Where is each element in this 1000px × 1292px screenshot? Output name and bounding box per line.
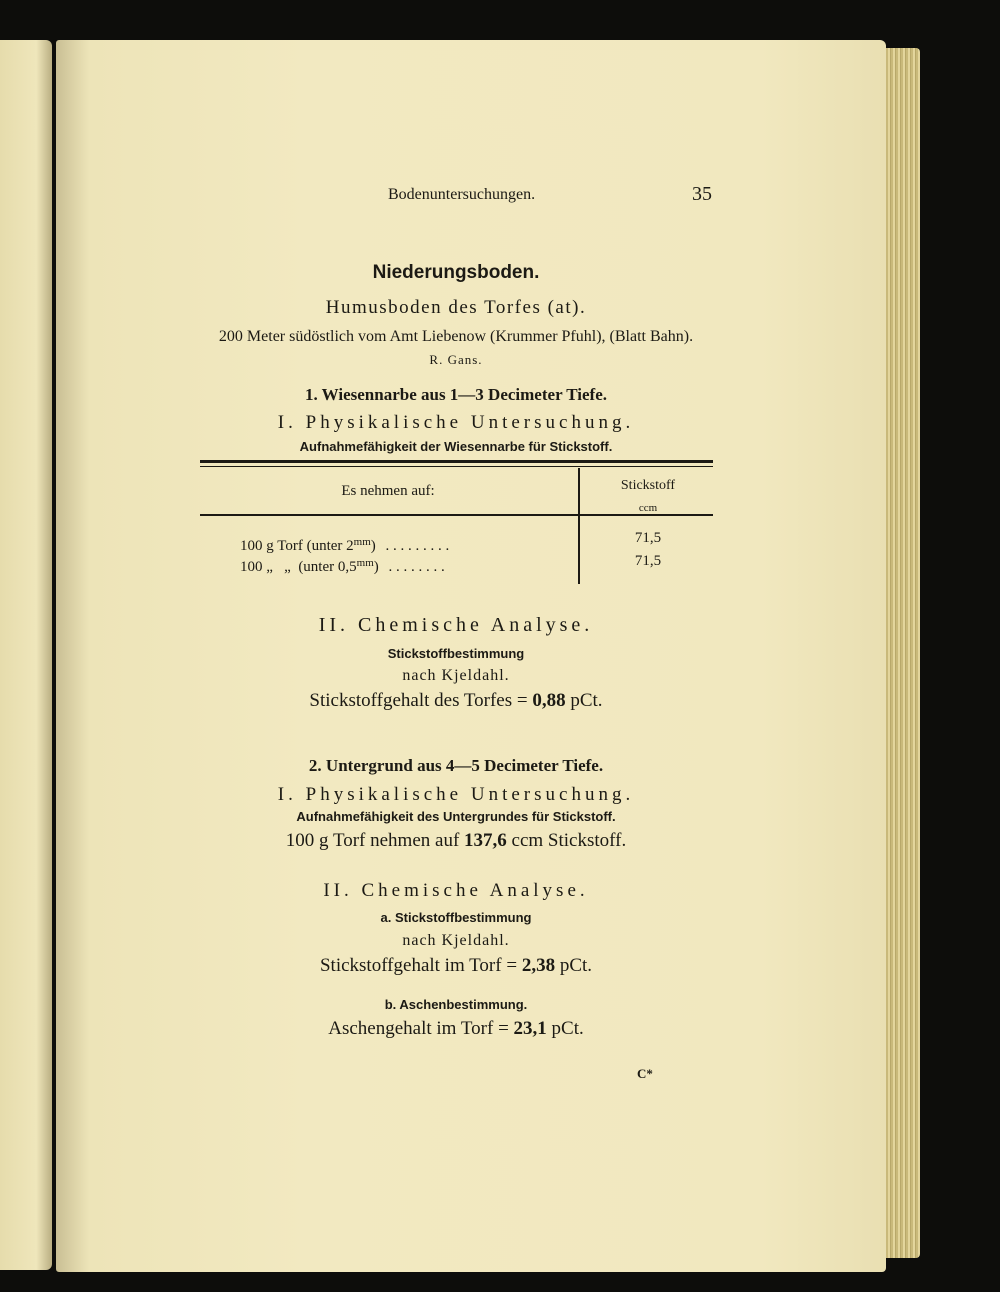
- part2-phys-result: 100 g Torf nehmen auf 137,6 ccm Stickstoff.: [285, 830, 627, 851]
- part1-heading: 1. Wiesennarbe aus 1—3 Decimeter Tiefe.: [304, 385, 608, 404]
- part2-chem-a-result: Stickstoffgehalt im Torf = 2,38 pCt.: [319, 955, 593, 976]
- page-number: 35: [692, 183, 712, 205]
- signature-mark: C*: [637, 1066, 653, 1081]
- table-col2-unit: ccm: [638, 502, 658, 514]
- soil-name: Humusboden des Torfes (at).: [325, 297, 587, 318]
- location-line: 200 Meter südöstlich vom Amt Liebenow (Krummer Pfuhl), (Blatt Bahn).: [218, 328, 694, 345]
- part1-phys-heading: I. Physikalische Untersuchung.: [277, 412, 635, 433]
- part2-chem-heading: II. Chemische Analyse.: [323, 880, 589, 901]
- author: R. Gans.: [429, 352, 483, 367]
- table-row-label: 100 g Torf (unter $2^{mm}$) . . . . . . . . .: [240, 536, 450, 554]
- part1-phys-subheading: Aufnahmefähigkeit der Wiesennarbe für Stickstoff.: [299, 439, 613, 454]
- table-column-divider: [578, 468, 580, 584]
- section-title: Niederungsboden.: [372, 262, 540, 283]
- table-row-value: 71,5: [634, 530, 662, 546]
- part2-phys-heading: I. Physikalische Untersuchung.: [277, 784, 635, 805]
- table-col2-header: Stickstoff: [620, 478, 676, 493]
- part1-chem-subheading: Stickstoffbestimmung: [387, 646, 525, 661]
- part2-chem-b-result: Aschengehalt im Torf = 23,1 pCt.: [328, 1018, 584, 1039]
- table-row-value: 71,5: [634, 553, 662, 569]
- part1-chem-result: Stickstoffgehalt des Torfes = 0,88 pCt.: [309, 690, 603, 711]
- part2-chem-a-method: nach Kjeldahl.: [402, 932, 510, 949]
- running-title: Bodenuntersuchungen.: [388, 186, 536, 203]
- table-col1-header: Es nehmen auf:: [341, 483, 435, 499]
- part2-chem-b-heading: b. Aschenbestimmung.: [384, 997, 528, 1012]
- table-header-rule: [200, 514, 713, 516]
- table-top-rule-thin: [200, 466, 713, 467]
- part1-chem-heading: II. Chemische Analyse.: [318, 614, 594, 636]
- table-row-label: 100 „ „ (unter $0,5^{mm}$) . . . . . . . .: [240, 557, 445, 575]
- part2-heading: 2. Untergrund aus 4—5 Decimeter Tiefe.: [308, 756, 604, 775]
- part2-chem-a-heading: a. Stickstoffbestimmung: [380, 910, 532, 925]
- left-page-edge: [0, 40, 52, 1270]
- table-top-rule-thick: [200, 460, 713, 463]
- part1-chem-method: nach Kjeldahl.: [402, 667, 510, 684]
- part2-phys-subheading: Aufnahmefähigkeit des Untergrundes für Stickstoff.: [296, 809, 616, 824]
